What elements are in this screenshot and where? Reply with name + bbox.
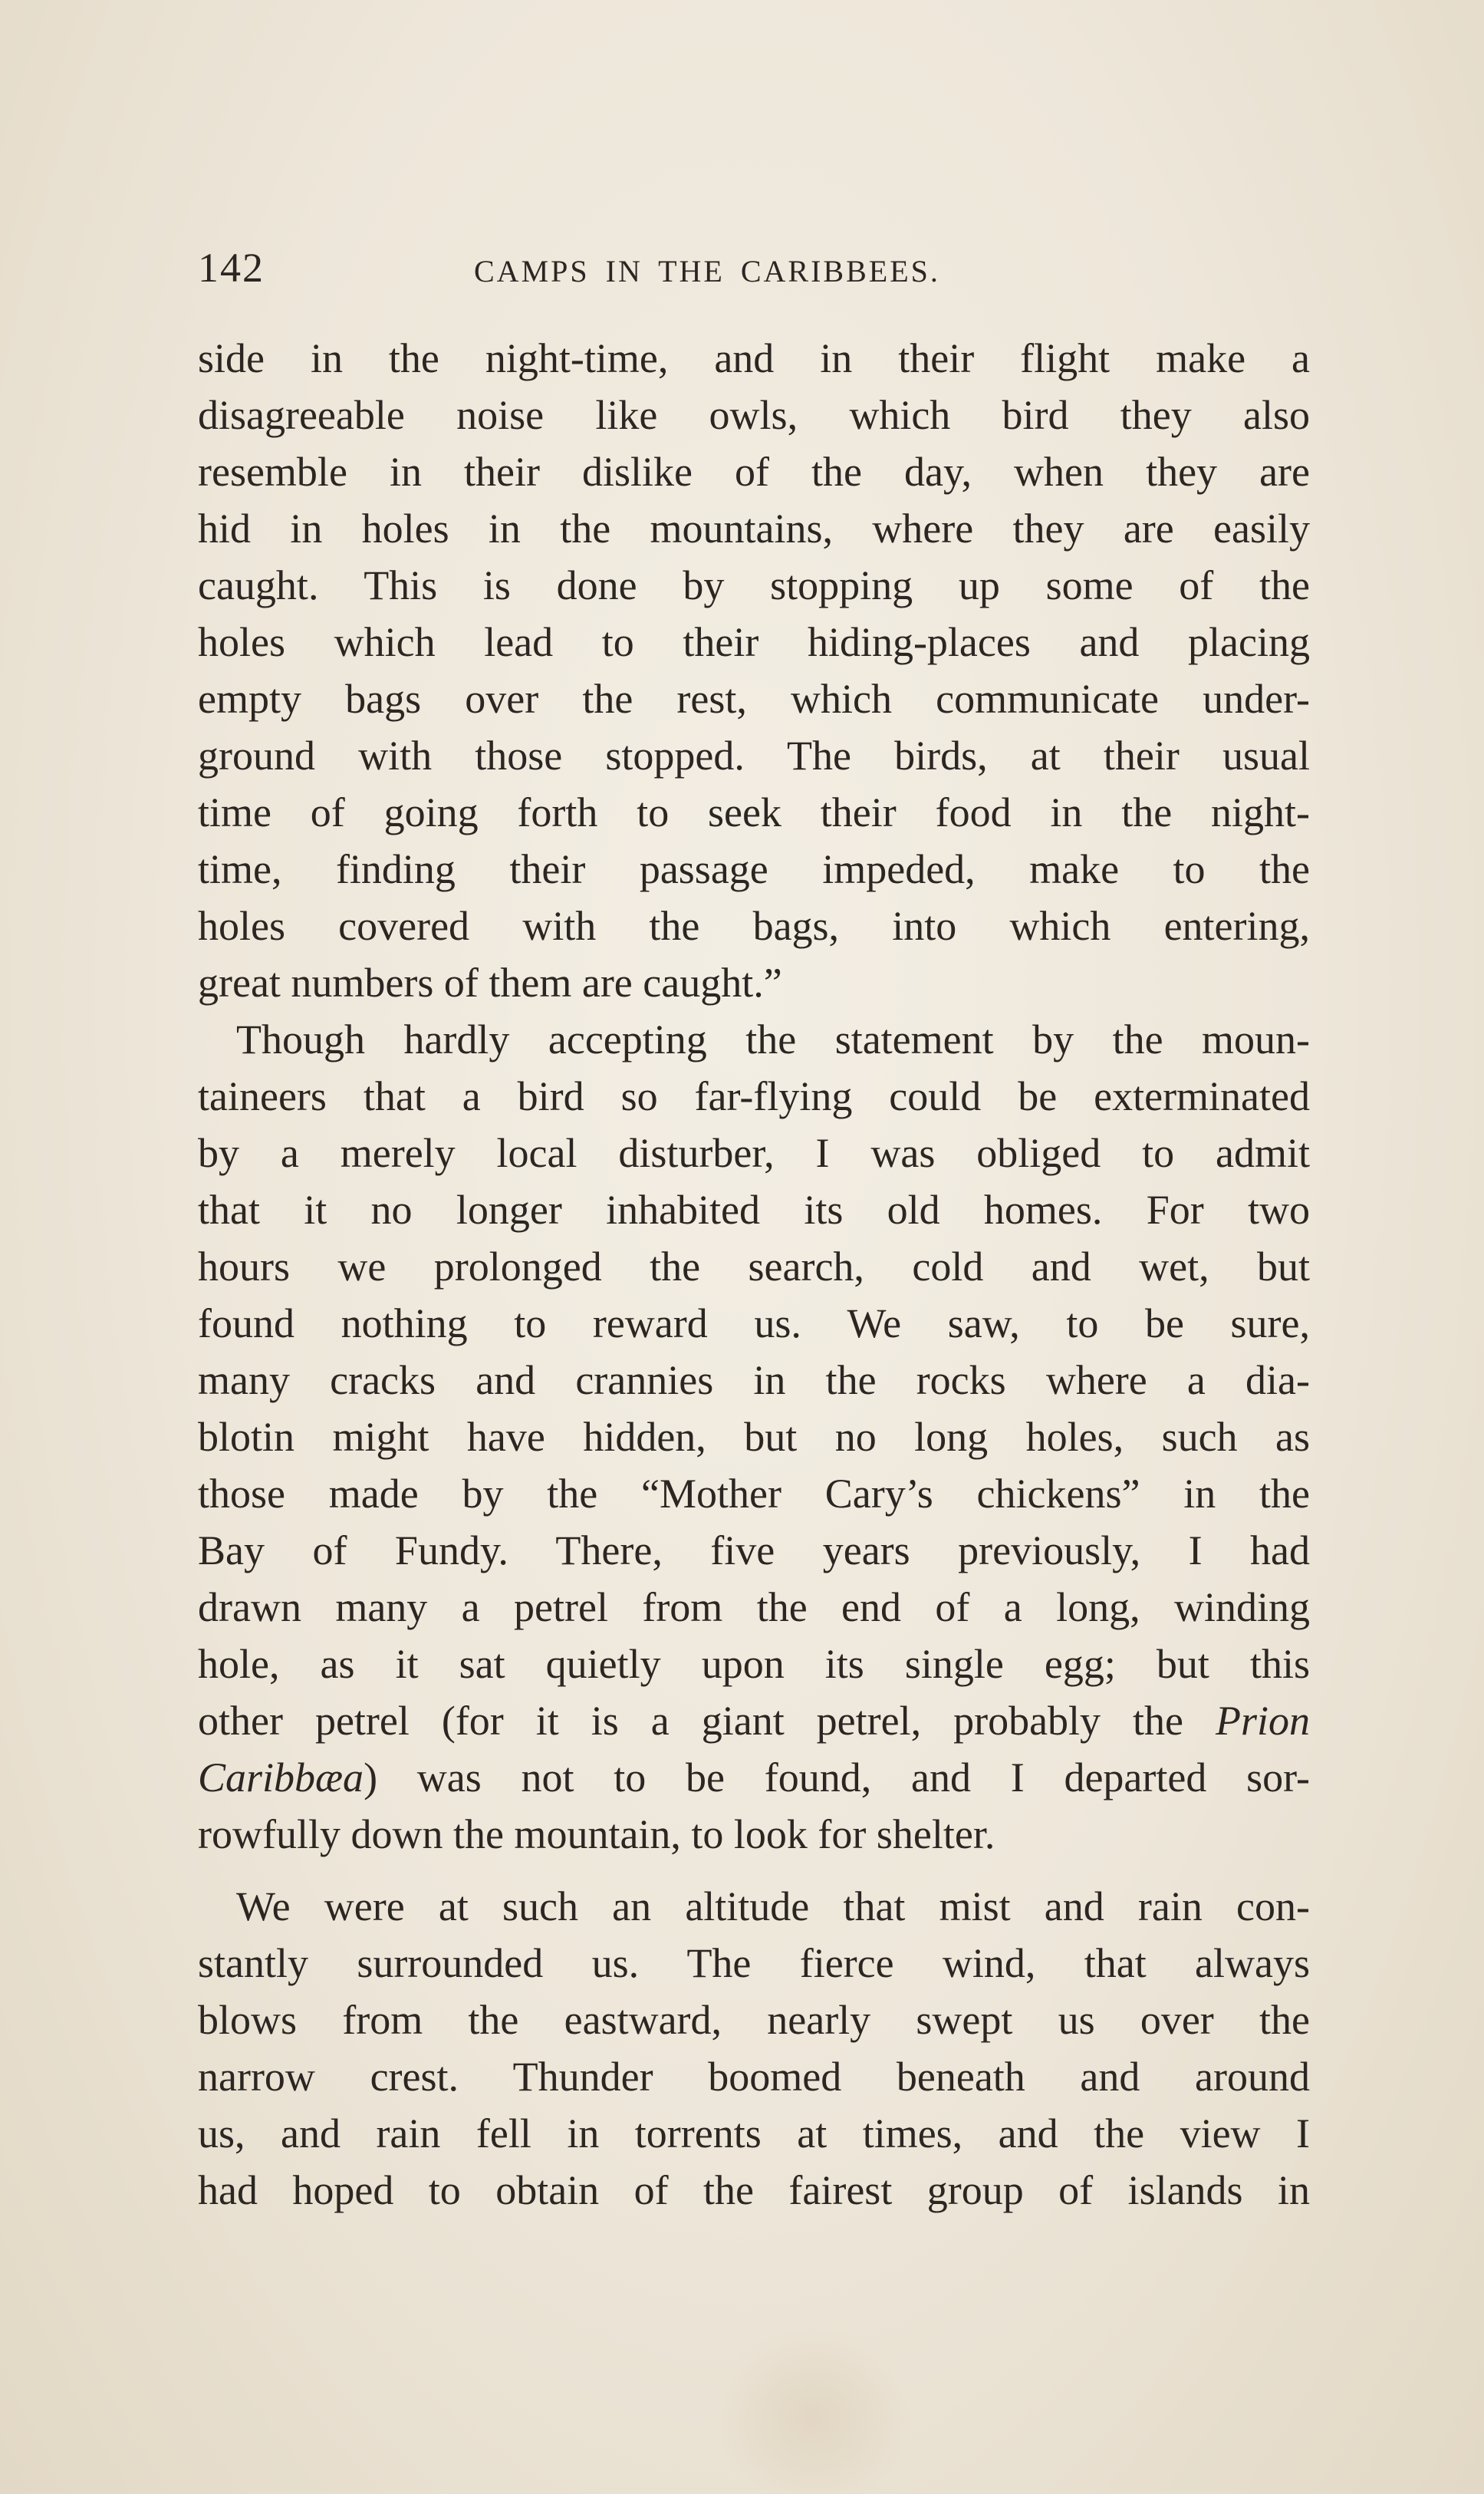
text-line: resemble in their dislike of the day, when they are [198, 449, 1310, 495]
text-line: blows from the eastward, nearly swept us over the [198, 1997, 1310, 2043]
page-number: 142 [198, 245, 265, 291]
text-line: blotin might have hidden, but no long holes, such as [198, 1414, 1310, 1460]
text-line: Though hardly accepting the statement by the moun- [236, 1016, 1310, 1063]
paragraph-3 [198, 1878, 1310, 2219]
text-segment: other petrel (for it is a giant petrel, probably the [198, 1698, 1216, 1744]
text-line: found nothing to reward us. We saw, to be sure, [198, 1300, 1310, 1346]
text-line: disagreeable noise like owls, which bird they also [198, 392, 1310, 438]
text-line: hid in holes in the mountains, where they are easily [198, 506, 1310, 552]
text-line-with-italic [198, 1692, 1310, 1749]
body-text [198, 330, 1310, 2219]
italic-species-name: Prion [1215, 1698, 1310, 1744]
text-line: those made by the “Mother Cary’s chickens” in the [198, 1471, 1310, 1517]
paragraph-spacer [198, 1863, 1310, 1878]
text-line: time, finding their passage impeded, make to the [198, 846, 1310, 892]
text-segment: ) was not to be found, and I departed sor- [364, 1754, 1310, 1800]
text-line: holes which lead to their hiding-places and placing [198, 619, 1310, 665]
text-line: empty bags over the rest, which communicate under- [198, 676, 1310, 722]
text-line: hole, as it sat quietly upon its single egg; but this [198, 1641, 1310, 1687]
text-line: time of going forth to seek their food in the night- [198, 789, 1310, 835]
text-line: holes covered with the bags, into which entering, [198, 903, 1310, 949]
running-title: CAMPS IN THE CARIBBEES. [474, 254, 940, 288]
running-head [198, 244, 1310, 305]
text-line-with-italic [198, 1749, 1310, 1806]
text-line: great numbers of them are caught.” [198, 960, 782, 1006]
text-line: that it no longer inhabited its old homes. For two [198, 1187, 1310, 1233]
text-line: by a merely local disturber, I was obliged to admit [198, 1130, 1310, 1176]
text-line: Bay of Fundy. There, five years previously, I had [198, 1527, 1310, 1573]
text-line: many cracks and crannies in the rocks where a dia- [198, 1357, 1310, 1403]
text-line: rowfully down the mountain, to look for shelter. [198, 1811, 995, 1857]
text-line: narrow crest. Thunder boomed beneath and around [198, 2054, 1310, 2100]
text-line: We were at such an altitude that mist and rain con- [236, 1883, 1310, 1929]
text-line: taineers that a bird so far-flying could be exterminated [198, 1073, 1310, 1119]
paragraph-2 [198, 1011, 1310, 1863]
text-line: drawn many a petrel from the end of a long, winding [198, 1584, 1310, 1630]
text-line: had hoped to obtain of the fairest group of islands in [198, 2167, 1310, 2213]
text-line: hours we prolonged the search, cold and wet, but [198, 1244, 1310, 1290]
paragraph-1 [198, 330, 1310, 1011]
italic-species-name: Caribbæa [198, 1754, 364, 1800]
text-line: side in the night-time, and in their flight make a [198, 335, 1310, 381]
paper-stain [713, 2324, 913, 2494]
text-line: stantly surrounded us. The fierce wind, that always [198, 1940, 1310, 1986]
text-line: us, and rain fell in torrents at times, and the view I [198, 2110, 1310, 2156]
text-line: ground with those stopped. The birds, at their usual [198, 733, 1310, 779]
text-line: caught. This is done by stopping up some of the [198, 562, 1310, 608]
